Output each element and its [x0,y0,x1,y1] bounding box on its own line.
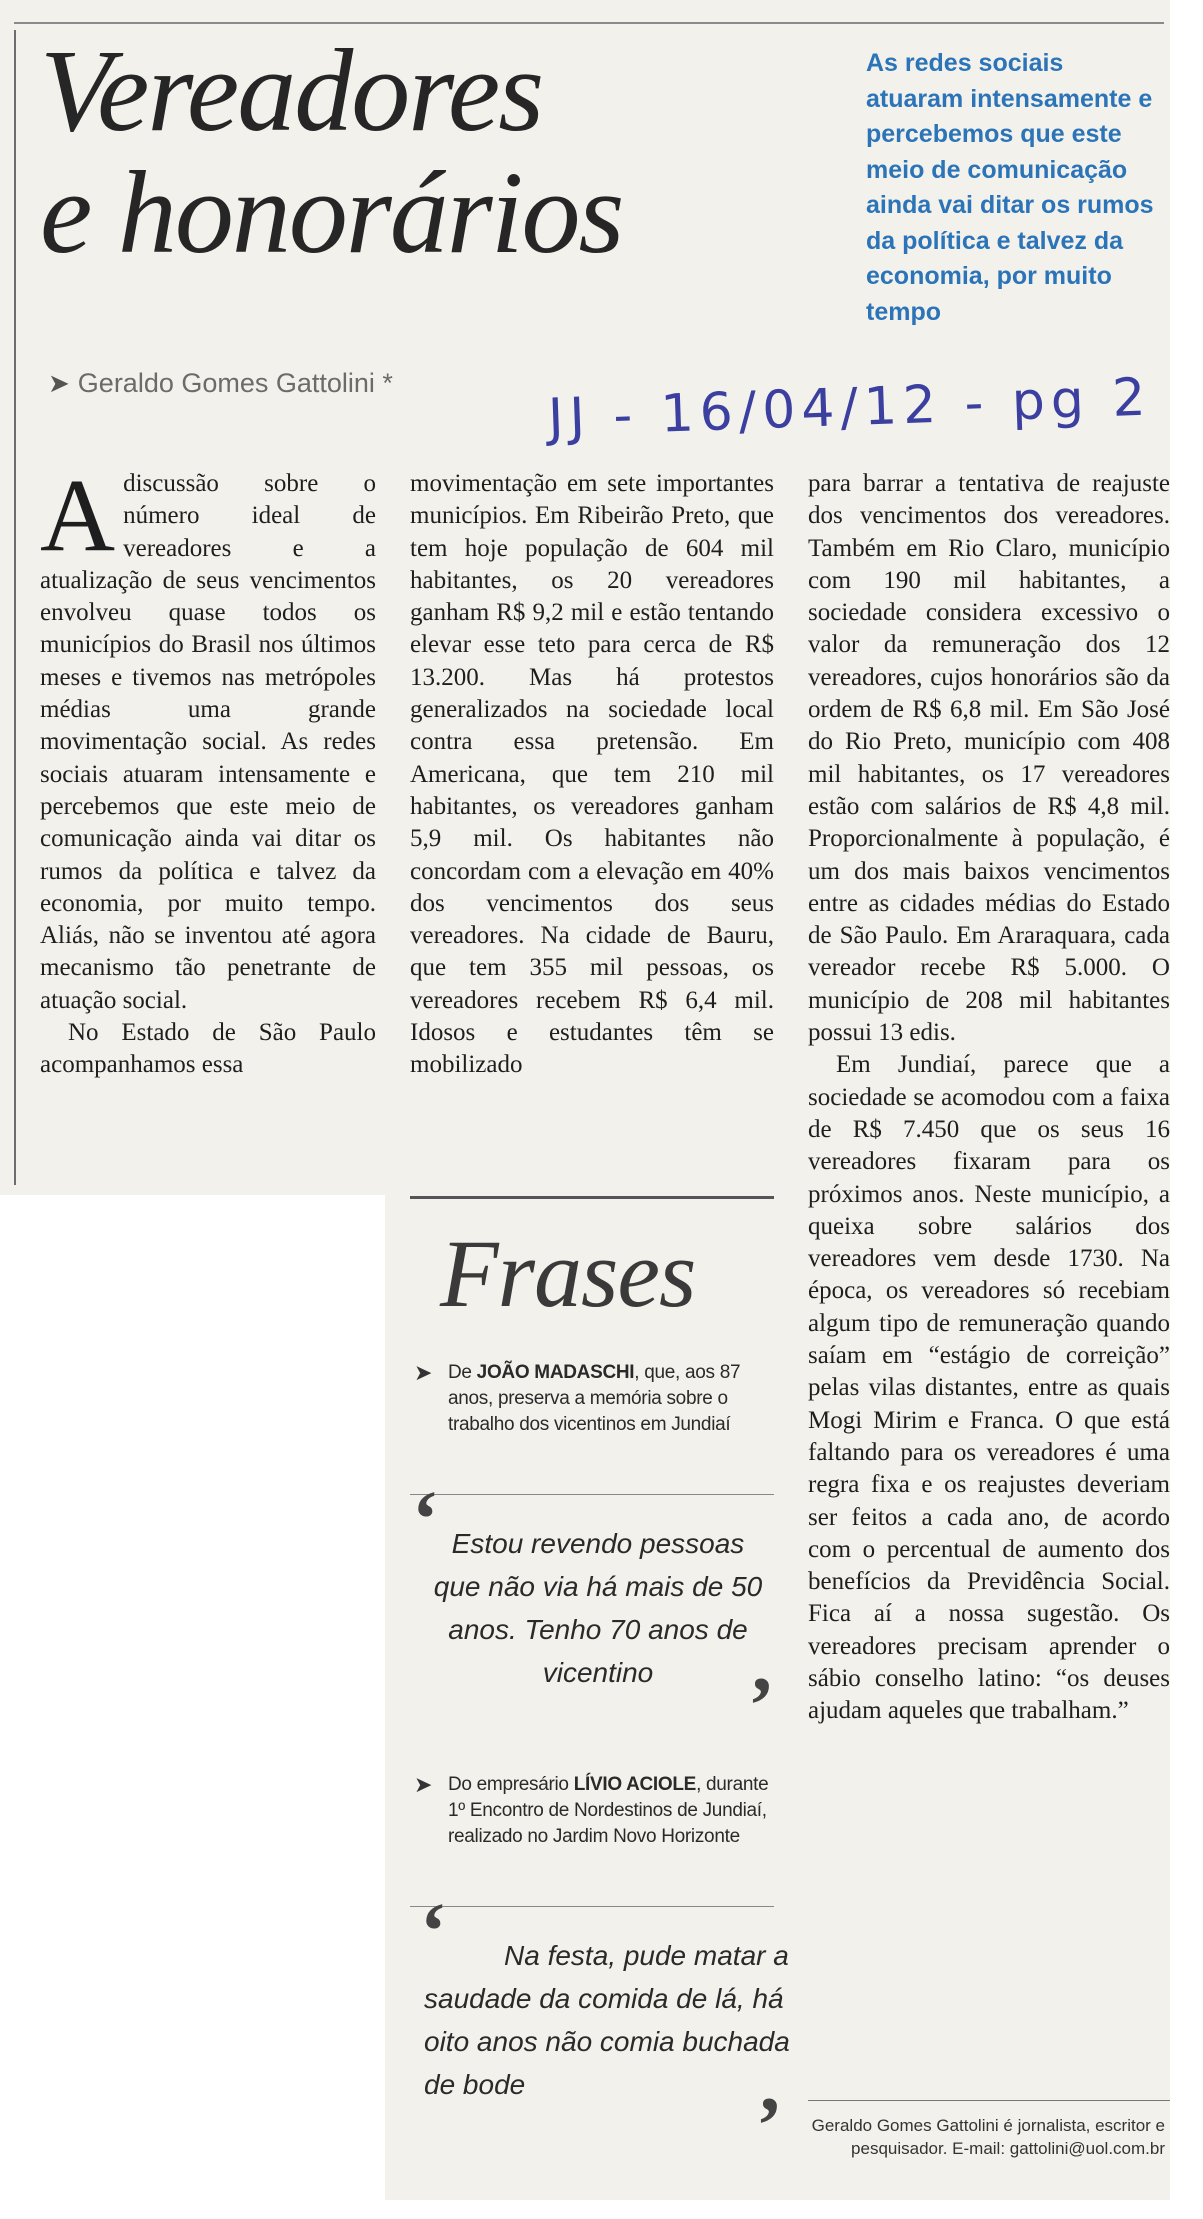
title-line-1: Vereadores [40,25,543,156]
arrow-icon: ➤ [414,1772,433,1797]
article-paragraph: Em Jundiaí, parece que a sociedade se acomodou com a faixa de R$ 7.450 que os seus 16 vereadores fixaram para os próximos anos. Neste município, a queixa sobre salários dos vereadores vem desde 1730. Na época, os vereadores só recebiam algum tipo de remuneração quando saíam em “estágio de correição” pelas vilas distantes, entre as quais Mogi Mirim e Franca. O que está faltando para os vereadores é uma regra fixa e os reajustes deveriam ser feitos a cada ano, de acordo com o percentual de aumento dos benefícios da Previdência Social. Fica aí a nossa sugestão. Os vereadores precisam aprender o sábio conselho latino: “os deuses ajudam aqueles que trabalham.” [808,1051,1170,1725]
article-column-3 [808,468,1170,1728]
drop-cap: A [40,458,116,573]
article-paragraph: movimentação em sete importantes municípios. Em Ribeirão Preto, que tem hoje população de 604 mil habitantes, os 20 vereadores ganham R$ 9,2 mil e estão tentando elevar esse teto para cerca de R$ 13.200. Mas há protestos generalizados na sociedade local contra essa pretensão. Em Americana, que tem 210 mil habitantes, os vereadores ganham 5,9 mil. Os habitantes não concordam com a elevação em 40% dos vencimentos dos seus vereadores. Na cidade de Bauru, que tem 355 mil pessoas, os vereadores recebem R$ 6,4 mil. Idosos e estudantes têm se mobilizado [410,470,774,1079]
frases-intro-1 [414,1360,768,1438]
close-quote-icon: ’ [756,2082,783,2170]
top-rule [14,22,1164,24]
author-bio: Geraldo Gomes Gattolini é jornalista, escritor e pesquisador. E-mail: gattolini@uol.com.br [811,2116,1165,2158]
article-column-2 [410,468,774,1082]
frases-quote-1: Estou revendo pessoas que não via há mais de 50 anos. Tenho 70 anos de vicentino [433,1528,763,1688]
close-quote-icon: ’ [748,1662,775,1750]
article-paragraph: para barrar a tentativa de reajuste dos vencimentos dos vereadores. Também em Rio Claro, município com 190 mil habitantes, a sociedade considera excessivo o valor da remuneração dos 12 vereadores, cujos honorários são da ordem de R$ 6,8 mil. Em São José do Rio Preto, município com 408 mil habitantes, os 17 vereadores estão com salários de R$ 4,8 mil. Proporcionalmente à população, é um dos mais baixos vencimentos entre as cidades médias do Estado de São Paulo. Em Araraquara, cada vereador recebe R$ 5.000. O município de 208 mil habitantes possui 13 edis. [808,470,1170,1047]
arrow-icon: ➤ [48,368,70,398]
clipping-cutout-area [0,1195,385,2219]
frases-quote-2: Na festa, pude matar a saudade da comida de lá, há oito anos não comia buchada de bode [424,1940,790,2100]
open-quote-icon: ‘ [420,1888,447,1976]
frases-title: Frases [440,1220,696,1327]
open-quote-icon: ‘ [412,1476,439,1564]
pullquote: As redes sociais atuaram intensamente e percebemos que este meio de comunicação ainda vai ditar os rumos da política e talvez da economia, por muito tempo [866,49,1154,326]
frases-top-rule [410,1196,774,1199]
intro-text: , durante 1º Encontro de Nordestinos de Jundiaí, realizado no Jardim Novo Horizonte [448,1774,769,1847]
article-paragraph: No Estado de São Paulo acompanhamos essa [40,1019,376,1079]
handwritten-annotation: JJ - 16/04/12 - pg 2 [547,367,1153,449]
speaker-name: JOÃO MADASCHI [476,1362,635,1383]
arrow-icon: ➤ [414,1360,433,1385]
intro-text: De [448,1362,477,1383]
intro-text: Do empresário [448,1774,574,1795]
byline [48,368,393,399]
article-paragraph [40,458,376,1017]
quote-rule [410,1494,774,1495]
bio-rule [808,2100,1170,2101]
intro-text: , que, aos 87 anos, preserva a memória sobre o trabalho dos vicentinos em Jundiaí [448,1362,741,1435]
article-title [40,25,820,278]
quote-rule [410,1906,774,1907]
frases-intro-2 [414,1772,774,1850]
title-line-2: e honorários [40,147,623,278]
speaker-name: LÍVIO ACIOLE [573,1774,697,1795]
byline-author: Geraldo Gomes Gattolini * [77,368,393,398]
left-frame-rule [14,30,16,1185]
article-column-1 [40,458,376,1082]
paragraph-text: discussão sobre o número ideal de vereadores e a atualização de seus vencimentos envolveu quase todos os municípios do Brasil nos últimos meses e tivemos nas metrópoles médias uma grande movimentação social. As redes sociais atuaram intensamente e percebemos que este meio de comunicação ainda vai ditar os rumos da política e talvez da economia, por muito tempo. Aliás, não se inventou até agora mecanismo tão penetrante de atuação social. [40,470,376,1014]
